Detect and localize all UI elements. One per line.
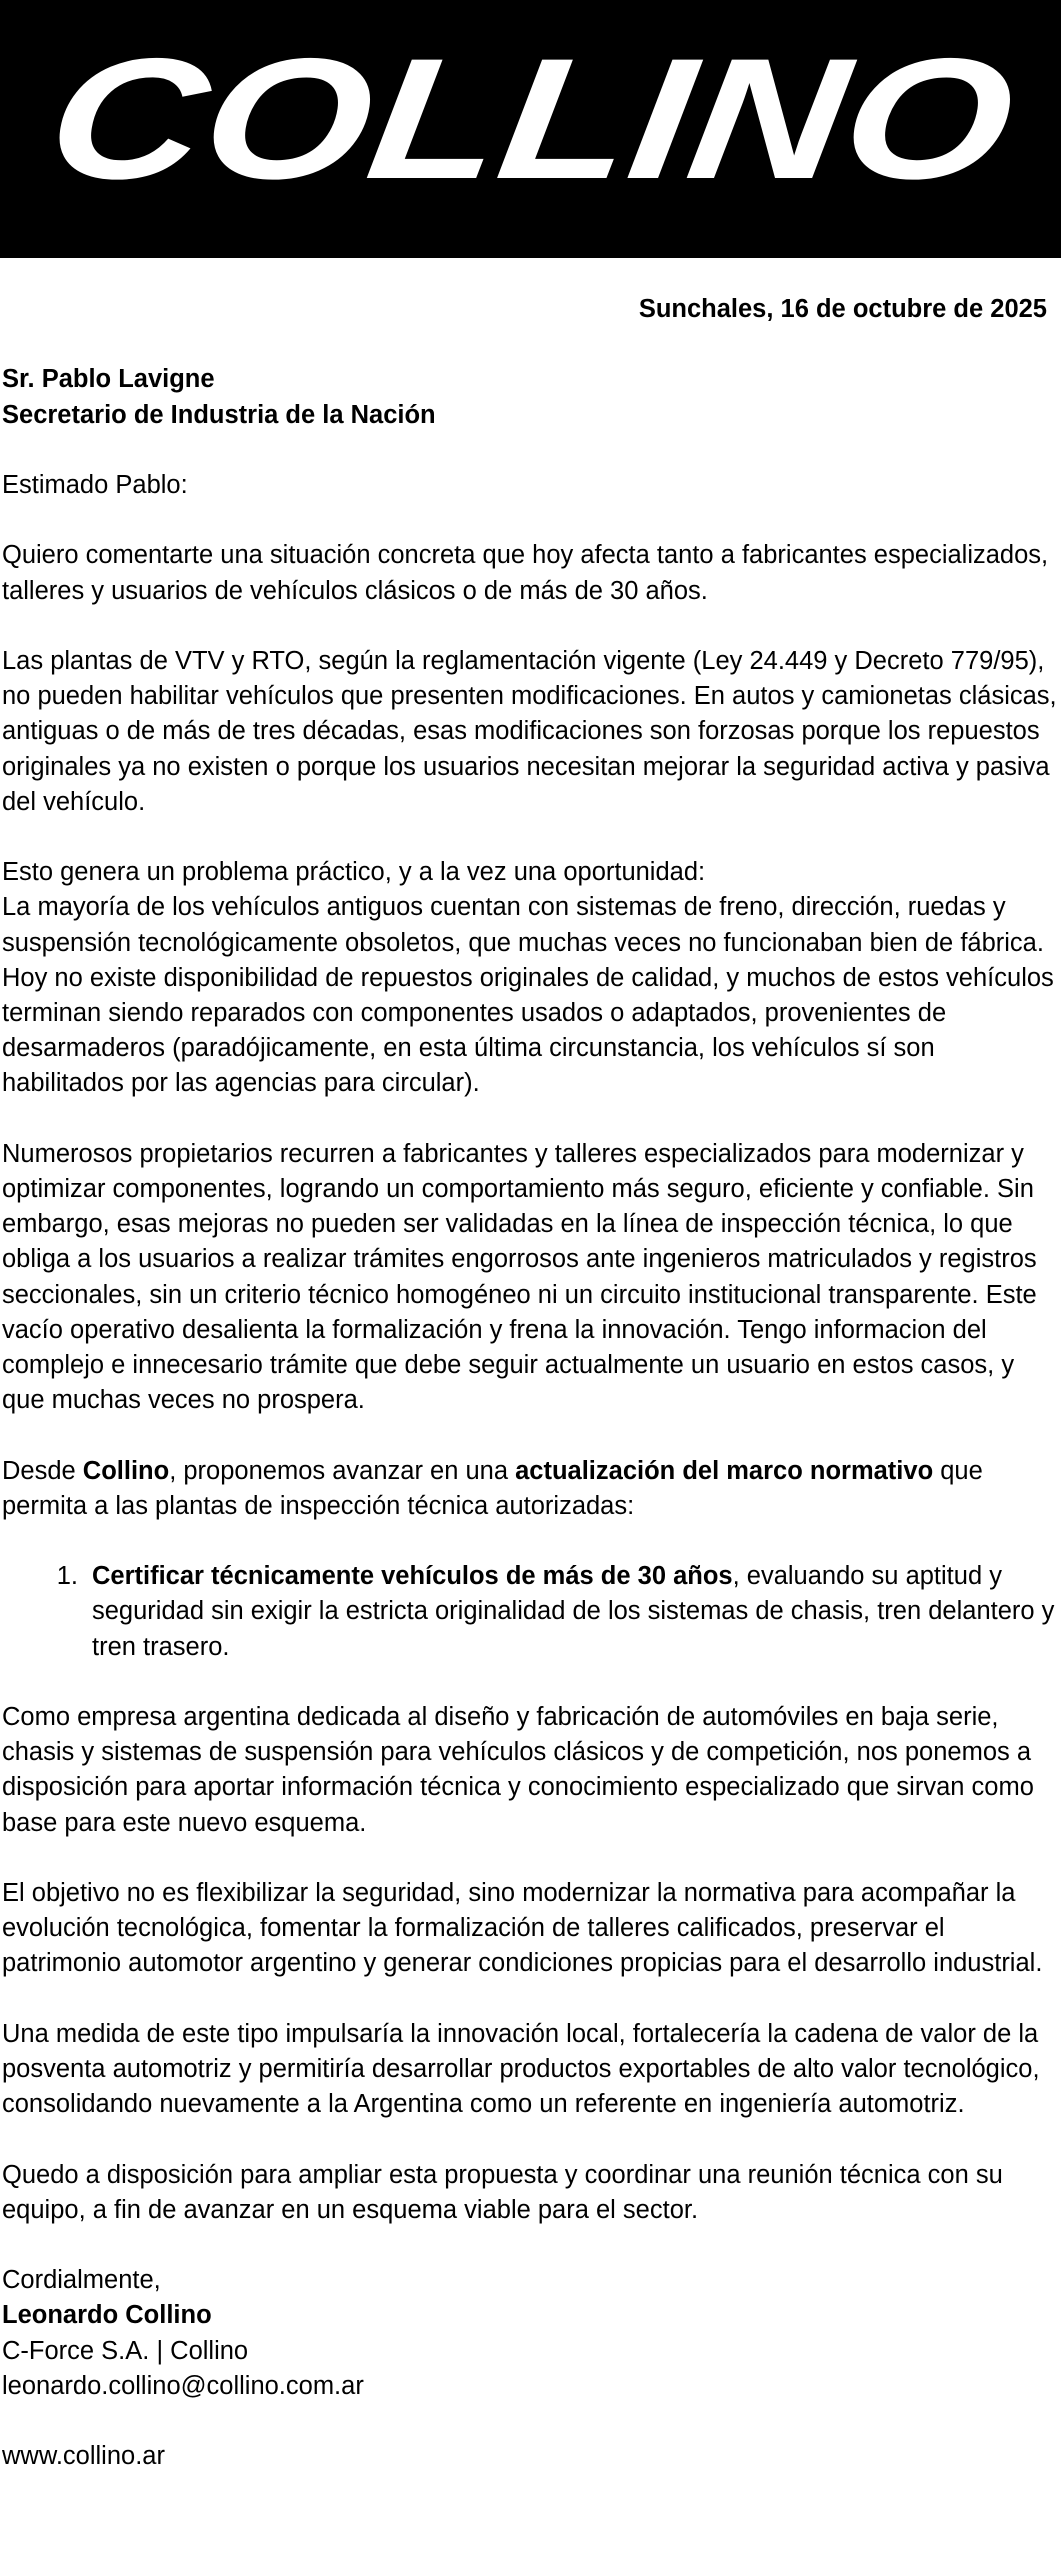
signature-block (2, 2263, 1057, 2404)
greeting: Estimado Pablo: (2, 470, 188, 499)
header-banner (0, 0, 1061, 258)
paragraph-1: Quiero comentarte una situación concreta que hoy afecta tanto a fabricantes especializados, talleres y usuarios de vehículos clásicos o de más de 30 años. (2, 541, 1049, 605)
paragraph-3 (2, 855, 1057, 1101)
collino-logo (0, 0, 1061, 258)
list-item-number: 1. (56, 1562, 78, 1591)
p5-a: Desde (2, 1456, 83, 1485)
recipient-block (2, 362, 1057, 432)
p5-company: Collino (82, 1456, 170, 1485)
list-item-bold: Certificar técnicamente vehículos de más de 30 años (92, 1562, 733, 1591)
list-item (2, 1559, 1057, 1665)
letter-body (2, 292, 1057, 2510)
paragraph-3-intro: Esto genera un problema práctico, y a la vez una oportunidad: (2, 858, 706, 887)
paragraph-2: Las plantas de VTV y RTO, según la reglamentación vigente (Ley 24.449 y Decreto 779/95), no pueden habilitar vehículos que presenten modificaciones. En autos y camionetas clásicas, antiguas o de más de tres décadas, esas modificaciones son forzosas porque los repuestos originales ya no existen o porque los usuarios necesitan mejorar la seguridad activa y pasiva del vehículo. (2, 646, 1057, 816)
signer-company: C-Force S.A. | Collino (2, 2336, 249, 2365)
logo-text: COLLINO (37, 22, 839, 215)
p5-e: que permita a las plantas de inspección técnica autorizadas: (2, 1456, 983, 1520)
recipient-name: Sr. Pablo Lavigne (2, 365, 215, 394)
letter-date: Sunchales, 16 de octubre de 2025 (638, 295, 1047, 323)
signer-email: leonardo.collino@collino.com.ar (2, 2371, 364, 2400)
p5-c: , proponemos avanzar en una (169, 1456, 516, 1485)
paragraph-8: Una medida de este tipo impulsaría la innovación local, fortalecería la cadena de valor de la posventa automotriz y permitiría desarrollar productos exportables de alto valor tecnológico, consolidando nuevamente a la Argentina como un referente en ingeniería automotriz. (2, 2019, 1040, 2119)
website: www.collino.ar (2, 2442, 165, 2471)
list-item-rest: , evaluando su aptitud y seguridad sin exigir la estricta originalidad de los sistemas de chasis, tren delantero y tren trasero. (92, 1562, 1055, 1661)
paragraph-9: Quedo a disposición para ampliar esta propuesta y coordinar una reunión técnica con su equipo, a fin de avanzar en un esquema viable para el sector. (2, 2160, 1003, 2224)
paragraph-3-body: La mayoría de los vehículos antiguos cuentan con sistemas de freno, dirección, ruedas y suspensión tecnológicamente obsoletos, que muchas veces no funcionaban bien de fábrica. Hoy no existe disponibilidad de repuestos originales de calidad, y muchos de estos vehículos terminan siendo reparados con componentes usados o adaptados, provenientes de desarmaderos (paradójicamente, en esta última circunstancia, los vehículos sí son habilitados por las agencias para circular). (2, 893, 1054, 1098)
list-item-text (92, 1559, 1057, 1665)
paragraph-5 (2, 1454, 1057, 1524)
paragraph-4: Numerosos propietarios recurren a fabricantes y talleres especializados para modernizar y optimizar componentes, logrando un comportamiento más seguro, eficiente y confiable. Sin embargo, esas mejoras no pueden ser validadas en la línea de inspección técnica, lo que obliga a los usuarios a realizar trámites engorrosos ante ingenieros matriculados y registros seccionales, sin un criterio técnico homogéneo ni un circuito institucional transparente. Este vacío operativo desalienta la formalización y frena la innovación. Tengo informacion del complejo e innecesario trámite que debe seguir actualmente un usuario en estos casos, y que muchas veces no prospera. (2, 1139, 1037, 1415)
closing: Cordialmente, (2, 2266, 161, 2295)
p5-emphasis: actualización del marco normativo (515, 1456, 934, 1485)
paragraph-6: Como empresa argentina dedicada al diseño y fabricación de automóviles en baja serie, chasis y sistemas de suspensión para vehículos clásicos y de competición, nos ponemos a disposición para aportar información técnica y conocimiento especializado que sirvan como base para este nuevo esquema. (2, 1702, 1034, 1837)
paragraph-7: El objetivo no es flexibilizar la seguridad, sino modernizar la normativa para acompañar la evolución tecnológica, fomentar la formalización de talleres calificados, preservar el patrimonio automotor argentino y generar condiciones propicias para el desarrollo industrial. (2, 1878, 1043, 1978)
signer-name: Leonardo Collino (2, 2301, 212, 2330)
recipient-title: Secretario de Industria de la Nación (2, 400, 436, 429)
